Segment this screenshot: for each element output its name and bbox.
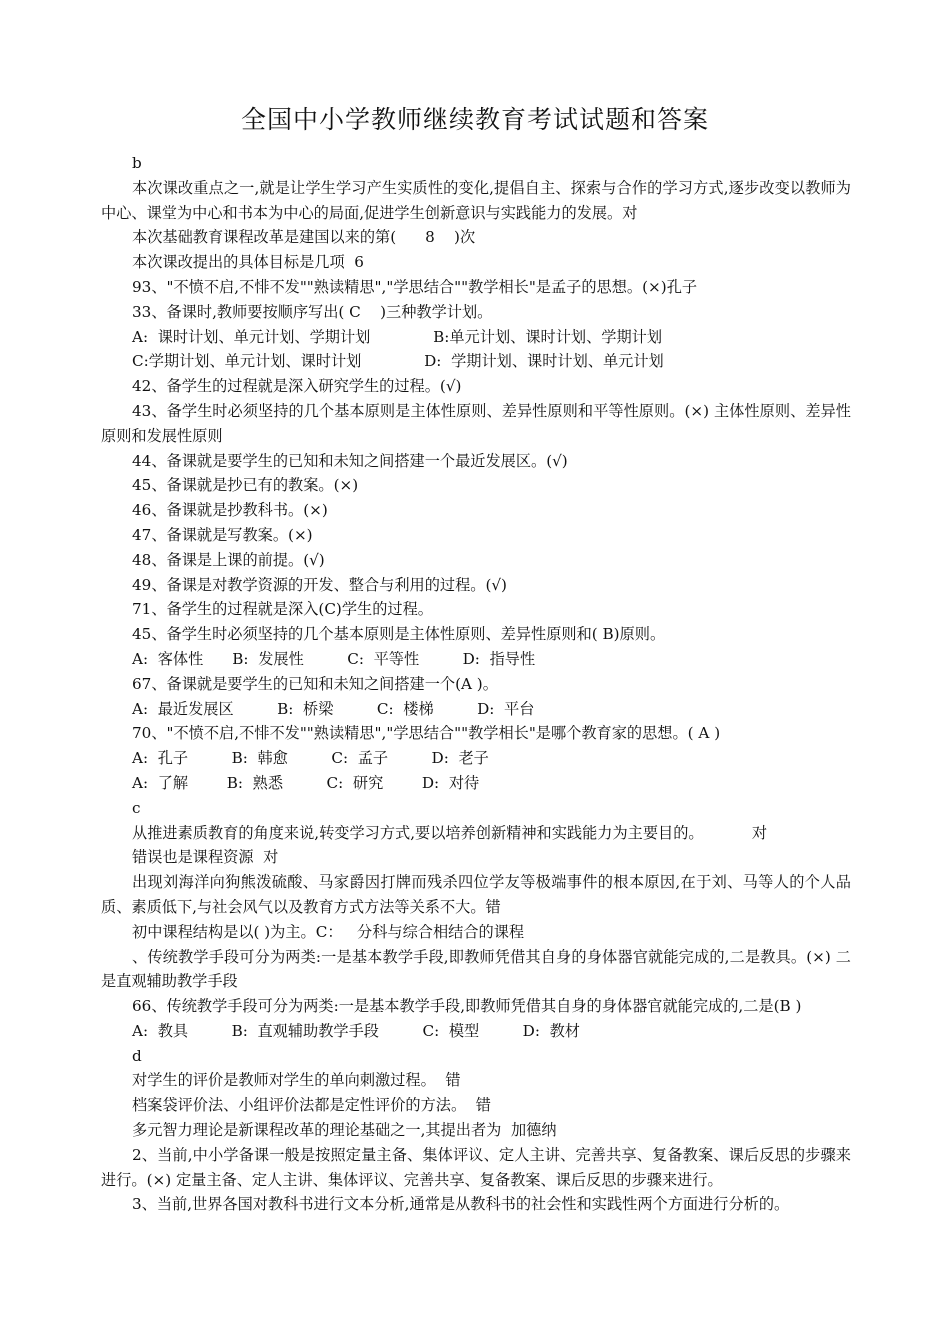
answer-options: A: 孔子 B: 韩愈 C: 孟子 D: 老子 — [132, 749, 489, 768]
answer-options: A: 客体性 B: 发展性 C: 平等性 D: 指导性 — [132, 649, 536, 668]
question-text: 71、备学生的过程就是深入(C)学生的过程。 — [132, 600, 433, 619]
answer-options: A: 了解 B: 熟悉 C: 研究 D: 对待 — [132, 773, 480, 792]
section-letter-d: d — [132, 1046, 142, 1065]
question-text: 46、备课就是抄教科书。(×) — [132, 501, 328, 520]
question-text: 70、"不愤不启,不悱不发""熟读精思","学思结合""教学相长"是哪个教育家的思想。( A ) — [132, 724, 721, 743]
question-text: 2、当前,中小学备课一般是按照定量主备、集体评议、定人主讲、完善共享、复备教案、课后反思的步骤来进行。(×) 定量主备、定人主讲、集体评议、完善共享、复备教案、课后反思的步骤来进行。 — [101, 1145, 851, 1189]
document-title: 全国中小学教师继续教育考试试题和答案 — [240, 105, 709, 134]
question-text: 从推进素质教育的角度来说,转变学习方式,要以培养创新精神和实践能力为主要目的。 对 — [132, 823, 768, 842]
question-text: 49、备课是对教学资源的开发、整合与利用的过程。(√) — [132, 575, 507, 594]
question-text: 43、备学生时必须坚持的几个基本原则是主体性原则、差异性原则和平等性原则。(×) 主体性原则、差异性原则和发展性原则 — [101, 401, 851, 445]
answer-options: C:学期计划、单元计划、课时计划 D: 学期计划、课时计划、单元计划 — [132, 352, 664, 371]
question-text: 44、备课就是要学生的已知和未知之间搭建一个最近发展区。(√) — [132, 451, 568, 470]
question-text: 33、备课时,教师要按顺序写出( C )三种教学计划。 — [132, 302, 493, 321]
answer-options: A: 教具 B: 直观辅助教学手段 C: 模型 D: 教材 — [132, 1021, 580, 1040]
question-text: 3、当前,世界各国对教科书进行文本分析,通常是从教科书的社会性和实践性两个方面进行分析的。 — [132, 1195, 790, 1214]
question-text: 本次课改重点之一,就是让学生学习产生实质性的变化,提倡自主、探索与合作的学习方式,逐步改变以教师为中心、课堂为中心和书本为中心的局面,促进学生创新意识与实践能力的发展。对 — [101, 178, 851, 222]
question-text: 档案袋评价法、小组评价法都是定性评价的方法。 错 — [132, 1096, 491, 1115]
question-text: 67、备课就是要学生的已知和未知之间搭建一个(A )。 — [132, 674, 498, 693]
question-text: 45、备学生时必须坚持的几个基本原则是主体性原则、差异性原则和( B)原则。 — [132, 625, 666, 644]
question-text: 45、备课就是抄已有的教案。(×) — [132, 476, 359, 495]
question-text: 本次课改提出的具体目标是几项 6 — [132, 253, 364, 272]
question-text: 出现刘海洋向狗熊泼硫酸、马家爵因打牌而残杀四位学友等极端事件的根本原因,在于刘、马等人的个人品质、素质低下,与社会风气以及教育方式方法等关系不大。错 — [101, 873, 851, 916]
answer-options: A: 最近发展区 B: 桥梁 C: 楼梯 D: 平台 — [132, 699, 535, 718]
document-body — [101, 151, 851, 1217]
question-text: 错误也是课程资源 对 — [132, 848, 279, 867]
section-letter-b: b — [132, 154, 142, 172]
question-text: 42、备学生的过程就是深入研究学生的过程。(√) — [132, 377, 462, 396]
question-text: 多元智力理论是新课程改革的理论基础之一,其提出者为 加德纳 — [132, 1121, 557, 1140]
section-letter-c: c — [132, 798, 141, 817]
question-text: 47、备课就是写教案。(×) — [132, 525, 313, 544]
question-text: 初中课程结构是以( )为主。C： 分科与综合相结合的课程 — [132, 922, 525, 941]
answer-options: A: 课时计划、单元计划、学期计划 B:单元计划、课时计划、学期计划 — [132, 327, 663, 346]
question-text: 、传统教学手段可分为两类:一是基本教学手段,即教师凭借其自身的身体器官就能完成的,二是教具。(×) 二是直观辅助教学手段 — [101, 947, 851, 991]
question-text: 48、备课是上课的前提。(√) — [132, 550, 325, 569]
question-text: 本次基础教育课程改革是建国以来的第( 8 )次 — [132, 228, 476, 247]
question-text: 对学生的评价是教师对学生的单向刺激过程。 错 — [132, 1071, 461, 1090]
question-text: 66、传统教学手段可分为两类:一是基本教学手段,即教师凭借其自身的身体器官就能完成的,二是(B ) — [132, 997, 802, 1016]
question-text: 93、"不愤不启,不悱不发""熟读精思","学思结合""教学相长"是孟子的思想。(×)孔子 — [132, 277, 698, 296]
